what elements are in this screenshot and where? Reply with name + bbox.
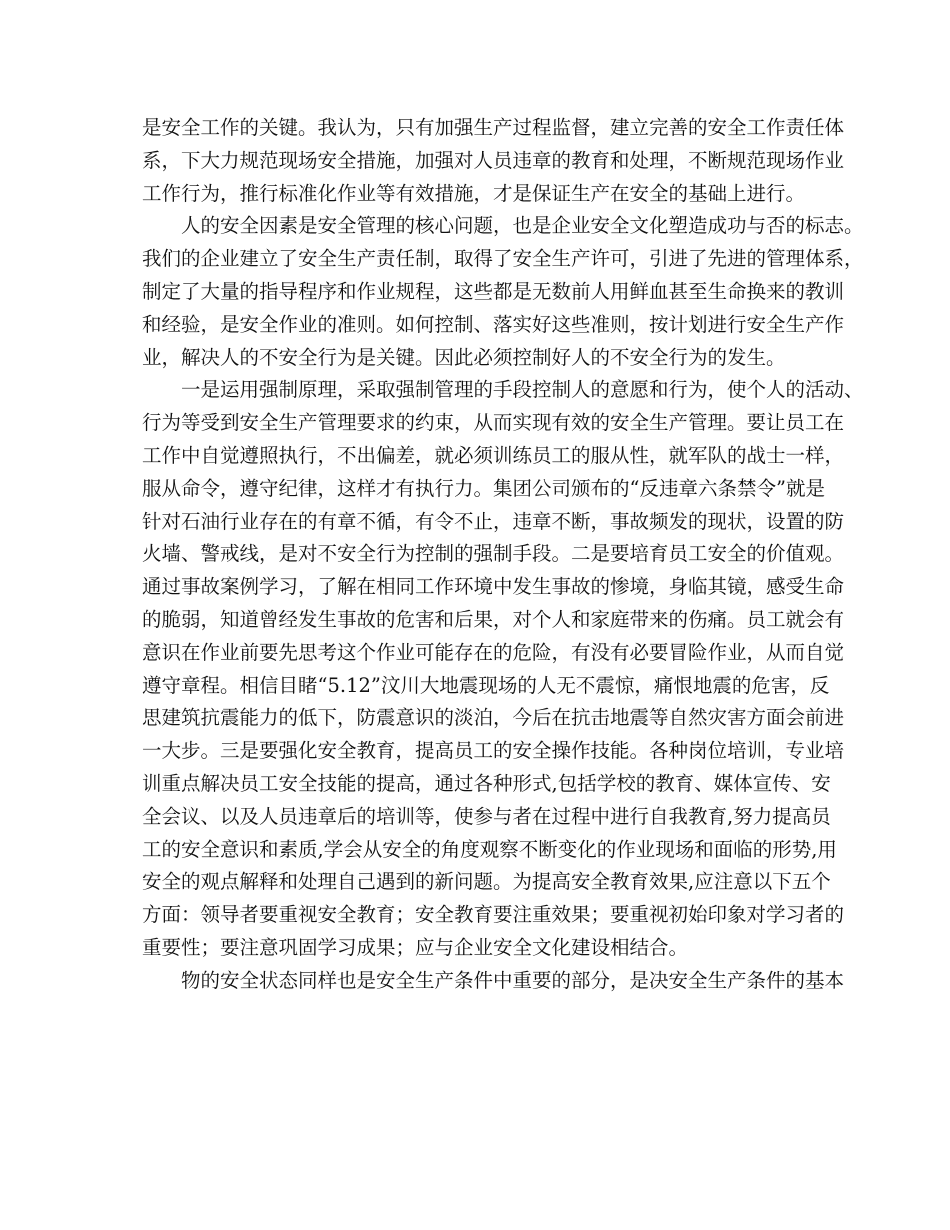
paragraph-line: 意识在作业前要先思考这个作业可能存在的危险，有没有必要冒险作业，从而自觉 xyxy=(142,640,845,664)
paragraph-first-line: 物的安全状态同样也是安全生产条件中重要的部分，是决安全生产条件的基本 xyxy=(181,968,845,992)
paragraph-line: 火墙、警戒线，是对不安全行为控制的强制手段。二是要培育员工安全的价值观。 xyxy=(142,542,845,566)
paragraph-line: 是安全工作的关键。我认为，只有加强生产过程监督，建立完善的安全工作责任体 xyxy=(142,116,845,139)
paragraph-line: 遵守章程。相信目睹“5.12”汶川大地震现场的人无不震惊，痛恨地震的危害，反 xyxy=(142,673,830,697)
paragraph-line: 工的安全意识和素质,学会从安全的角度观察不断变化的作业现场和面临的形势,用 xyxy=(142,837,837,861)
paragraph-line: 系，下大力规范现场安全措施，加强对人员违章的教育和处理，不断规范现场作业 xyxy=(142,148,845,172)
paragraph-line: 针对石油行业存在的有章不循，有令不止，违章不断，事故频发的现状，设置的防 xyxy=(142,509,845,533)
paragraph-line: 业，解决人的不安全行为是关键。因此必须控制好人的不安全行为的发生。 xyxy=(142,345,786,369)
document-body xyxy=(142,112,864,998)
paragraph-first-line: 一是运用强制原理，采取强制管理的手段控制人的意愿和行为，使个人的活动、 xyxy=(181,378,864,402)
paragraph-line: 工作行为，推行标准化作业等有效措施，才是保证生产在安全的基础上进行。 xyxy=(142,181,806,205)
paragraph-line: 训重点解决员工安全技能的提高，通过各种形式,包括学校的教育、媒体宣传、安 xyxy=(142,771,831,795)
paragraph-line: 和经验，是安全作业的准则。如何控制、落实好这些准则，按计划进行安全生产作 xyxy=(142,312,845,336)
paragraph-line: 制定了大量的指导程序和作业规程，这些都是无数前人用鲜血甚至生命换来的教训 xyxy=(142,279,845,303)
paragraph-line: 全会议、以及人员违章后的培训等，使参与者在过程中进行自我教育,努力提高员 xyxy=(142,804,831,828)
paragraph-line: 一大步。三是要强化安全教育，提高员工的安全操作技能。各种岗位培训，专业培 xyxy=(142,739,845,763)
paragraph-line: 我们的企业建立了安全生产责任制，取得了安全生产许可，引进了先进的管理体系， xyxy=(142,247,864,271)
paragraph-line: 服从命令，遵守纪律，这样才有执行力。集团公司颁布的“反违章六条禁令”就是 xyxy=(142,476,825,500)
paragraph-line: 思建筑抗震能力的低下，防震意识的淡泊，今后在抗击地震等自然灾害方面会前进 xyxy=(142,706,845,730)
paragraph-line: 工作中自觉遵照执行，不出偏差，就必须训练员工的服从性，就军队的战士一样， xyxy=(142,443,845,467)
paragraph-line: 方面：领导者要重视安全教育；安全教育要注重效果；要重视初始印象对学习者的 xyxy=(142,903,845,927)
paragraph-line: 通过事故案例学习，了解在相同工作环境中发生事故的惨境，身临其镜，感受生命 xyxy=(142,575,845,599)
paragraph-line: 重要性；要注意巩固学习成果；应与企业安全文化建设相结合。 xyxy=(142,935,689,959)
paragraph-line: 行为等受到安全生产管理要求的约束，从而实现有效的安全生产管理。要让员工在 xyxy=(142,411,845,435)
paragraph-first-line: 人的安全因素是安全管理的核心问题，也是企业安全文化塑造成功与否的标志。 xyxy=(181,214,864,238)
paragraph-line: 的脆弱，知道曾经发生事故的危害和后果，对个人和家庭带来的伤痛。员工就会有 xyxy=(142,607,845,631)
paragraph-line: 安全的观点解释和处理自己遇到的新问题。为提高安全教育效果,应注意以下五个 xyxy=(142,870,831,894)
